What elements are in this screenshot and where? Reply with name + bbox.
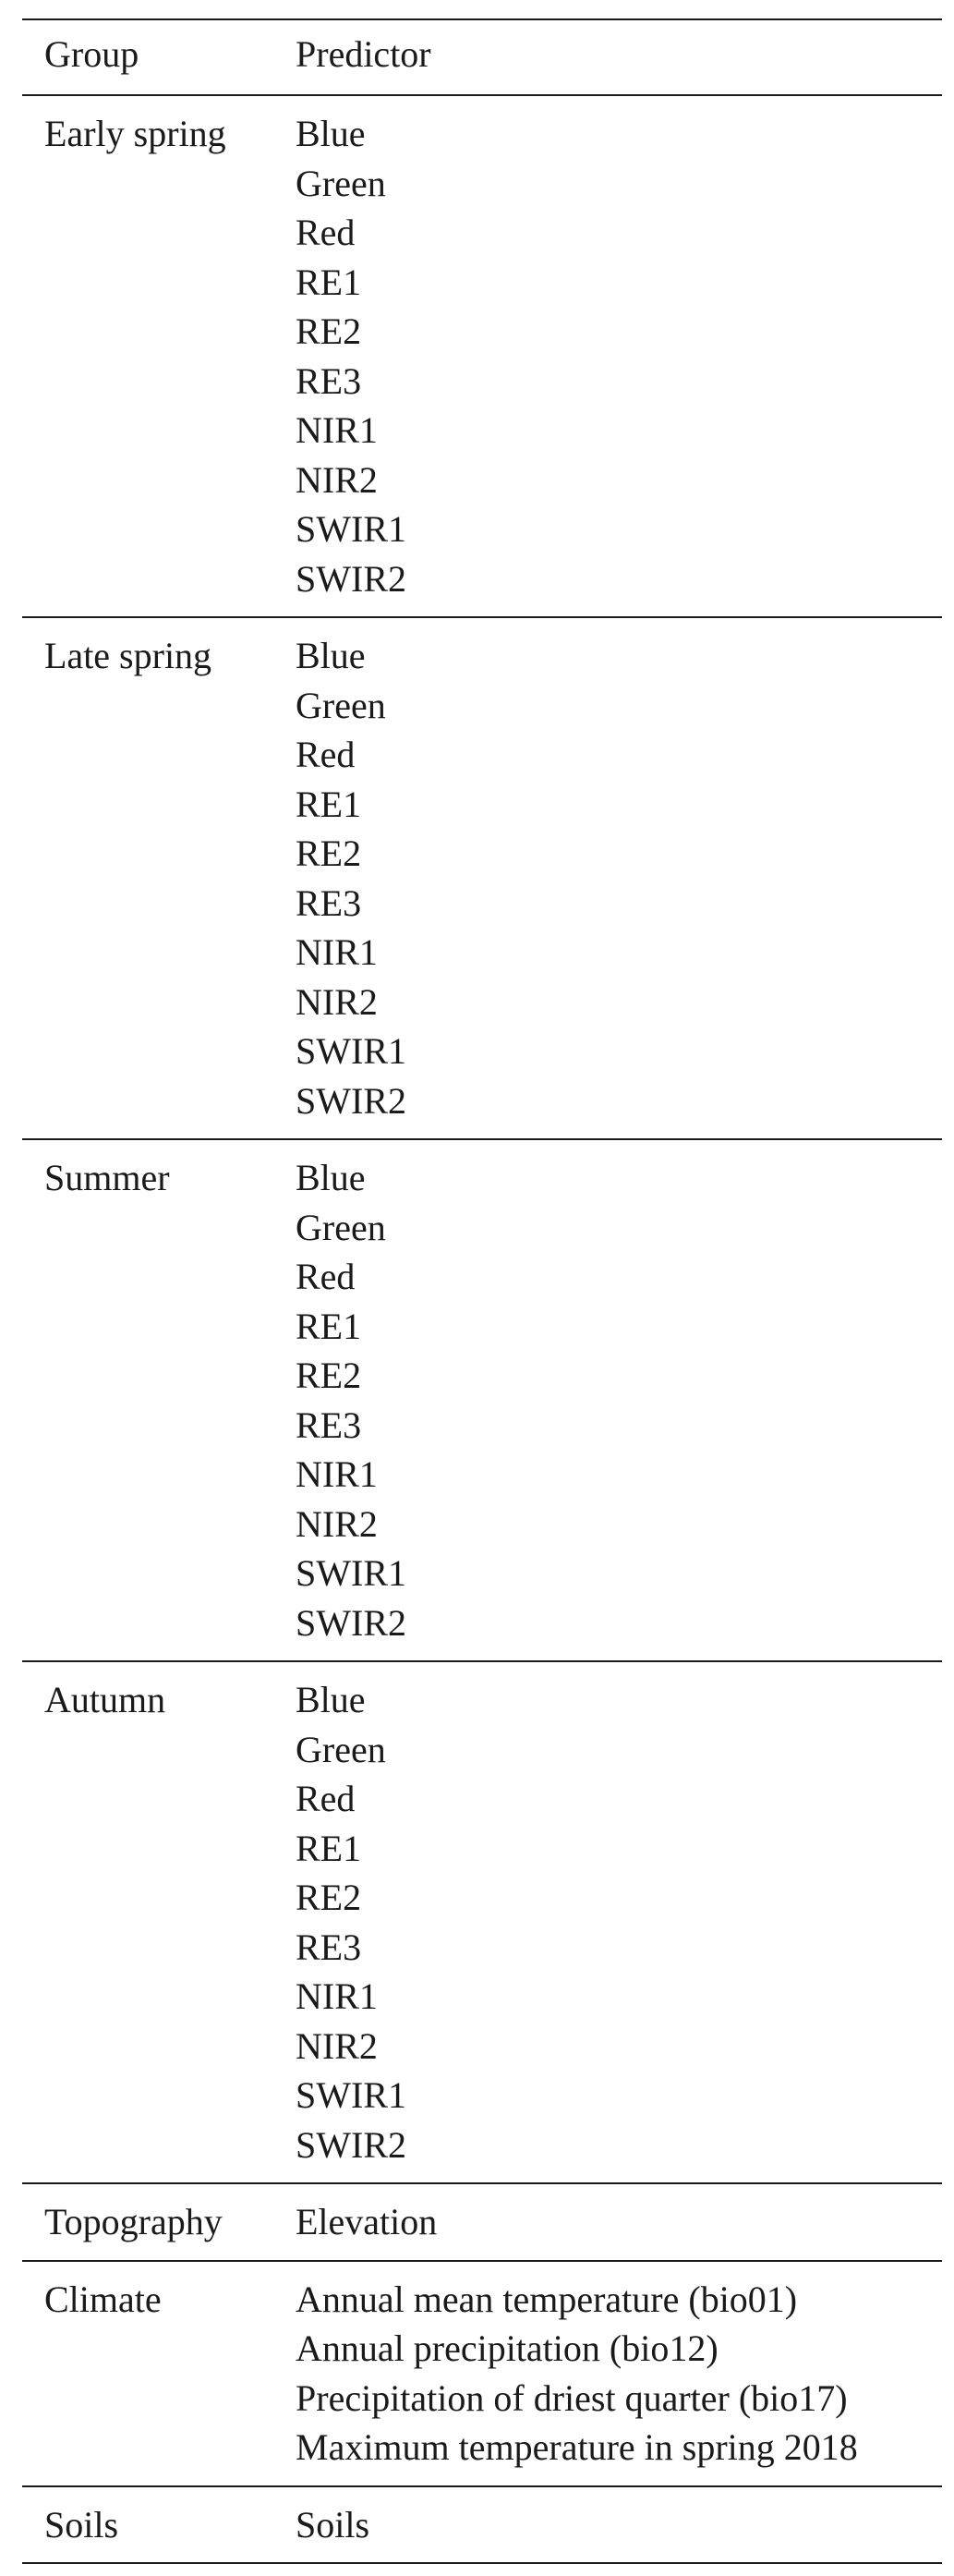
- predictor-item: SWIR1: [296, 1552, 406, 1594]
- predictor-item: RE2: [296, 310, 362, 352]
- predictor-list: [296, 2500, 369, 2550]
- table-row: [22, 2262, 942, 2485]
- predictor-item: RE1: [296, 783, 362, 825]
- predictor-item: SWIR2: [296, 557, 406, 600]
- predictor-item: RE2: [296, 832, 362, 874]
- predictor-item: SWIR1: [296, 1030, 406, 1072]
- predictor-item: SWIR2: [296, 1079, 406, 1122]
- predictor-item: Blue: [296, 635, 366, 676]
- predictor-item: NIR2: [296, 1502, 378, 1545]
- group-name: Soils: [44, 2503, 119, 2546]
- predictor-item: NIR2: [296, 458, 378, 501]
- predictor-item: RE3: [296, 359, 362, 402]
- predictor-item: NIR2: [296, 980, 378, 1023]
- predictor-item: Red: [296, 734, 356, 775]
- predictor-item: Green: [296, 162, 386, 204]
- group-name: Summer: [44, 1157, 170, 1198]
- predictor-item: Red: [296, 1256, 356, 1297]
- predictor-item: RE1: [296, 1305, 362, 1347]
- predictor-list: [296, 1153, 406, 1647]
- predictor-item: NIR1: [296, 1453, 378, 1495]
- predictor-item: NIR2: [296, 2024, 378, 2067]
- predictor-item: SWIR1: [296, 508, 406, 550]
- predictor-item: RE2: [296, 1877, 362, 1918]
- predictor-item: RE1: [296, 1827, 362, 1869]
- table-row: [22, 2184, 942, 2260]
- predictor-item: Blue: [296, 113, 366, 154]
- predictor-item: Soils: [296, 2503, 370, 2546]
- group-name: Topography: [44, 2201, 223, 2242]
- predictor-item: Annual mean temperature (bio01): [296, 2278, 798, 2320]
- predictor-item: RE1: [296, 261, 362, 303]
- table-body: [22, 94, 942, 2564]
- predictor-item: NIR1: [296, 931, 378, 973]
- predictor-item: Green: [296, 1206, 386, 1248]
- predictor-item: RE2: [296, 1355, 362, 1396]
- table-row: [22, 1662, 942, 2182]
- table-header-row: [22, 20, 942, 94]
- header-predictor: Predictor: [296, 33, 431, 75]
- table-row: [22, 618, 942, 1138]
- table-row: [22, 96, 942, 616]
- predictor-item: SWIR2: [296, 1601, 406, 1644]
- predictor-item: Green: [296, 684, 386, 726]
- predictor-table: [22, 18, 942, 2564]
- predictor-item: Maximum temperature in spring 2018: [296, 2426, 858, 2468]
- predictor-item: Blue: [296, 1679, 366, 1720]
- predictor-item: SWIR2: [296, 2123, 406, 2166]
- bottom-rule: [22, 2562, 942, 2564]
- predictor-list: [296, 2275, 858, 2473]
- table-row: [22, 2487, 942, 2563]
- predictor-list: [296, 109, 406, 603]
- predictor-item: Blue: [296, 1157, 366, 1198]
- predictor-item: NIR1: [296, 1975, 378, 2017]
- header-group: Group: [44, 33, 139, 75]
- group-name: Autumn: [44, 1679, 166, 1720]
- predictor-item: Elevation: [296, 2201, 438, 2242]
- predictor-list: [296, 1675, 406, 2169]
- predictor-item: Red: [296, 212, 356, 253]
- predictor-list: [296, 631, 406, 1125]
- predictor-item: RE3: [296, 1403, 362, 1446]
- predictor-item: Precipitation of driest quarter (bio17): [296, 2376, 848, 2419]
- predictor-item: RE3: [296, 1926, 362, 1968]
- predictor-list: [296, 2197, 437, 2247]
- predictor-item: Red: [296, 1778, 356, 1819]
- group-name: Late spring: [44, 635, 212, 676]
- predictor-item: RE3: [296, 881, 362, 924]
- group-name: Early spring: [44, 113, 226, 154]
- predictor-item: SWIR1: [296, 2074, 406, 2116]
- table-row: [22, 1140, 942, 1660]
- predictor-item: Green: [296, 1728, 386, 1770]
- predictor-item: Annual precipitation (bio12): [296, 2327, 719, 2369]
- predictor-item: NIR1: [296, 409, 378, 451]
- group-name: Climate: [44, 2278, 162, 2320]
